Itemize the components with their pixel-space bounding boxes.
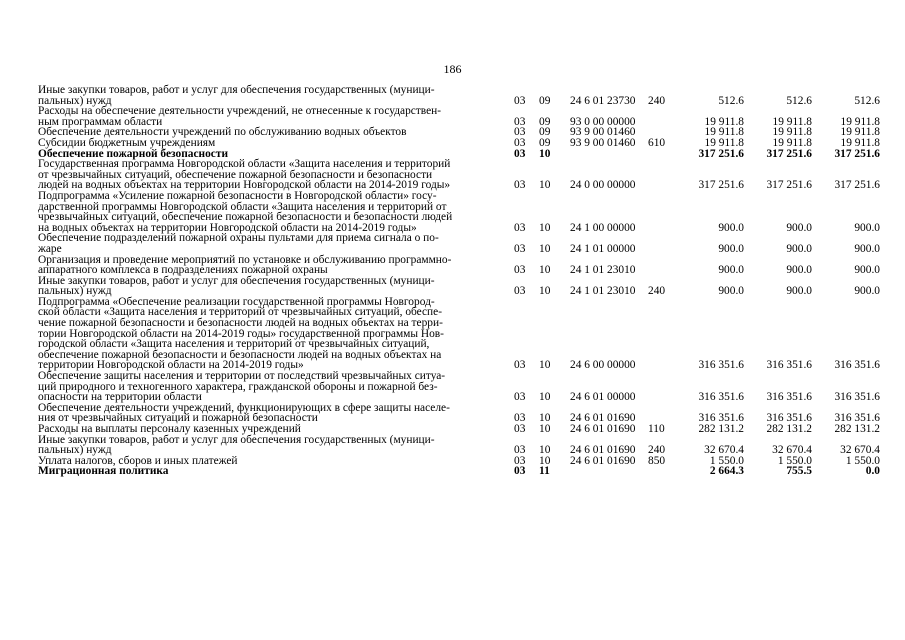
section-code: 03 (514, 242, 526, 255)
subsection-code: 10 (539, 264, 551, 277)
section-code: 03 (514, 454, 526, 467)
row-description: Уплата налогов, сборов и иных платежей (38, 454, 238, 467)
amount-year-1: 2 664.3 (709, 465, 744, 478)
target-article-code: 24 1 01 23010 (570, 264, 636, 277)
target-article-code: 93 9 00 01460 (570, 136, 636, 149)
row-description: Субсидии бюджетным учреждениям (38, 136, 216, 149)
row-description: Миграционная политика (38, 465, 169, 478)
row-description: Иные закупки товаров, работ и услуг для обеспечения государственных (муници- пальных) нужд (38, 274, 435, 298)
amount-year-1: 1 550.0 (709, 454, 744, 467)
amount-year-1: 19 911.8 (704, 136, 744, 149)
amount-year-2: 19 911.8 (772, 115, 812, 128)
amount-year-3: 282 131.2 (834, 423, 880, 435)
amount-year-3: 900.0 (854, 285, 880, 298)
section-code: 03 (514, 94, 526, 107)
amount-year-2: 282 131.2 (766, 423, 812, 435)
expense-type-code: 110 (648, 423, 665, 435)
section-code: 03 (514, 179, 526, 192)
row-description: Иные закупки товаров, работ и услуг для обеспечения государственных (муници- пальных) нужд (38, 84, 435, 107)
amount-year-2: 316 351.6 (766, 359, 812, 372)
subsection-code: 10 (539, 179, 551, 192)
amount-year-3: 317 251.6 (834, 147, 880, 160)
subsection-code: 10 (539, 412, 551, 425)
amount-year-3: 512.6 (854, 94, 880, 107)
table-row (38, 371, 880, 403)
target-article-code: 24 1 00 00000 (570, 221, 636, 234)
amount-year-3: 900.0 (854, 264, 880, 277)
amount-year-3: 19 911.8 (840, 136, 880, 149)
amount-year-2: 900.0 (786, 221, 812, 234)
target-article-code: 24 6 01 01690 (570, 412, 636, 425)
amount-year-3: 32 670.4 (840, 444, 880, 457)
amount-year-1: 900.0 (718, 242, 744, 255)
amount-year-2: 900.0 (786, 242, 812, 255)
amount-year-1: 900.0 (718, 285, 744, 298)
amount-year-2: 316 351.6 (766, 412, 812, 425)
subsection-code: 10 (539, 147, 551, 160)
target-article-code: 24 6 01 01690 (570, 423, 636, 435)
target-article-code: 24 6 01 01690 (570, 454, 636, 467)
subsection-code: 10 (539, 221, 551, 234)
amount-year-2: 317 251.6 (766, 179, 812, 192)
subsection-code: 11 (539, 465, 550, 478)
section-code: 03 (514, 285, 526, 298)
section-code: 03 (514, 264, 526, 277)
row-description: Расходы на обеспечение деятельности учреждений, не отнесенные к государствен- ным программам области (38, 105, 442, 128)
amount-year-1: 316 351.6 (698, 412, 744, 425)
section-code: 03 (514, 115, 526, 128)
table-row (38, 276, 880, 297)
amount-year-2: 900.0 (786, 285, 812, 298)
table-row (38, 106, 880, 127)
row-description: Подпрограмма «Обеспечение реализации государственной программы Новгород- ской области «Защита населения и территорий от чрезвычайных ситуаций, обеспе- чение пожарной безопасности и безопасности людей на водных объектах на терри- тории Новгородской области на 2014-2019 годы» государственной программы Нов- городской области «Защита населения и территорий от чрезвычайных ситуаций, обеспечение пожарной безопасности и безопасности людей на водных объектах на территории Новгородской области на 2014-2019 годы» (38, 295, 444, 372)
subsection-code: 10 (539, 444, 551, 457)
expense-type-code: 240 (648, 444, 666, 457)
amount-year-2: 755.5 (786, 465, 812, 478)
subsection-code: 09 (539, 115, 551, 128)
target-article-code: 93 9 00 01460 (570, 126, 636, 139)
subsection-code: 09 (539, 94, 551, 107)
table-row (38, 159, 880, 191)
table-row (38, 466, 880, 477)
target-article-code: 24 0 00 00000 (570, 179, 636, 192)
amount-year-1: 317 251.6 (698, 147, 744, 160)
amount-year-3: 19 911.8 (840, 126, 880, 139)
amount-year-3: 1 550.0 (845, 454, 880, 467)
amount-year-2: 19 911.8 (772, 126, 812, 139)
amount-year-2: 900.0 (786, 264, 812, 277)
row-description: Подпрограмма «Усиление пожарной безопасности в Новгородской области» госу- дарственной программы Новгородской области «Защита населения и территорий от чрезвычайных ситуаций, обеспечение пожарной безопасности и безопасности людей на водных объектах на территории Новгородской области на 2014-2019 годы» (38, 189, 453, 234)
amount-year-1: 19 911.8 (704, 126, 744, 139)
subsection-code: 10 (539, 285, 551, 298)
target-article-code: 24 6 00 00000 (570, 359, 636, 372)
section-code: 03 (514, 221, 526, 234)
subsection-code: 10 (539, 242, 551, 255)
amount-year-3: 316 351.6 (834, 391, 880, 404)
amount-year-1: 19 911.8 (704, 115, 744, 128)
section-code: 03 (514, 444, 526, 457)
subsection-code: 09 (539, 136, 551, 149)
amount-year-3: 19 911.8 (840, 115, 880, 128)
amount-year-2: 19 911.8 (772, 136, 812, 149)
amount-year-1: 282 131.2 (698, 423, 744, 435)
table-row (38, 435, 880, 456)
section-code: 03 (514, 359, 526, 372)
row-description: Обеспечение деятельности учреждений по обслуживанию водных объектов (38, 126, 407, 139)
table-row (38, 138, 880, 149)
target-article-code: 24 1 01 23010 (570, 285, 636, 298)
target-article-code: 93 0 00 00000 (570, 115, 636, 128)
amount-year-2: 317 251.6 (766, 147, 812, 160)
amount-year-2: 1 550.0 (777, 454, 812, 467)
amount-year-3: 316 351.6 (834, 359, 880, 372)
table-row (38, 297, 880, 371)
target-article-code: 24 6 01 23730 (570, 94, 636, 107)
expense-type-code: 850 (648, 454, 666, 467)
page-number: 186 (443, 62, 462, 76)
target-article-code: 24 6 01 01690 (570, 444, 636, 457)
amount-year-2: 316 351.6 (766, 391, 812, 404)
table-row (38, 255, 880, 276)
row-description: Обеспечение деятельности учреждений, функционирующих в сфере защиты населе- ния от чрезвычайных ситуаций и пожарной безопасности (38, 401, 450, 425)
table-row (38, 233, 880, 254)
table-row (38, 191, 880, 233)
expense-type-code: 240 (648, 94, 666, 107)
row-description: Организация и проведение мероприятий по установке и обслуживанию программно- аппаратного комплекса в подразделениях пожарной охраны (38, 253, 452, 277)
amount-year-3: 0.0 (865, 465, 880, 478)
amount-year-1: 512.6 (718, 94, 744, 107)
amount-year-1: 900.0 (718, 264, 744, 277)
table-row (38, 403, 880, 424)
row-description: Обеспечение пожарной безопасности (38, 147, 229, 160)
amount-year-3: 317 251.6 (834, 179, 880, 192)
row-description: Обеспечение защиты населения и территории от последствий чрезвычайных ситуа- ций природного и техногенного характера, гражданской обороны и пожарной без- опасности на территории области (38, 370, 446, 404)
row-description: Обеспечение подразделений пожарной охраны пультами для приема сигнала о по- жаре (38, 232, 439, 255)
section-code: 03 (514, 423, 526, 435)
amount-year-2: 512.6 (786, 94, 812, 107)
subsection-code: 10 (539, 423, 551, 435)
subsection-code: 10 (539, 359, 551, 372)
target-article-code: 24 1 01 00000 (570, 242, 636, 255)
subsection-code: 10 (539, 454, 551, 467)
amount-year-1: 317 251.6 (698, 179, 744, 192)
table-row (38, 85, 880, 106)
amount-year-3: 316 351.6 (834, 412, 880, 425)
amount-year-1: 316 351.6 (698, 359, 744, 372)
subsection-code: 09 (539, 126, 551, 139)
amount-year-2: 32 670.4 (772, 444, 812, 457)
expense-type-code: 240 (648, 285, 666, 298)
section-code: 03 (514, 126, 526, 139)
row-description: Государственная программа Новгородской области «Защита населения и территорий от чрезвычайных ситуаций, обеспечение пожарной безопасности и безопасности людей на водных объектах на территории Новгородской области на 2014-2019 годы» (38, 158, 451, 192)
section-code: 03 (514, 136, 526, 149)
amount-year-3: 900.0 (854, 242, 880, 255)
section-code: 03 (514, 412, 526, 425)
amount-year-3: 900.0 (854, 221, 880, 234)
target-article-code: 24 6 01 00000 (570, 391, 636, 404)
amount-year-1: 900.0 (718, 221, 744, 234)
budget-table (38, 85, 880, 477)
section-code: 03 (514, 465, 526, 478)
expense-type-code: 610 (648, 136, 666, 149)
row-description: Расходы на выплаты персоналу казенных учреждений (38, 423, 301, 435)
subsection-code: 10 (539, 391, 551, 404)
row-description: Иные закупки товаров, работ и услуг для обеспечения государственных (муници- пальных) нужд (38, 433, 435, 457)
amount-year-1: 32 670.4 (704, 444, 744, 457)
section-code: 03 (514, 147, 526, 160)
section-code: 03 (514, 391, 526, 404)
amount-year-1: 316 351.6 (698, 391, 744, 404)
table-row (38, 424, 880, 435)
